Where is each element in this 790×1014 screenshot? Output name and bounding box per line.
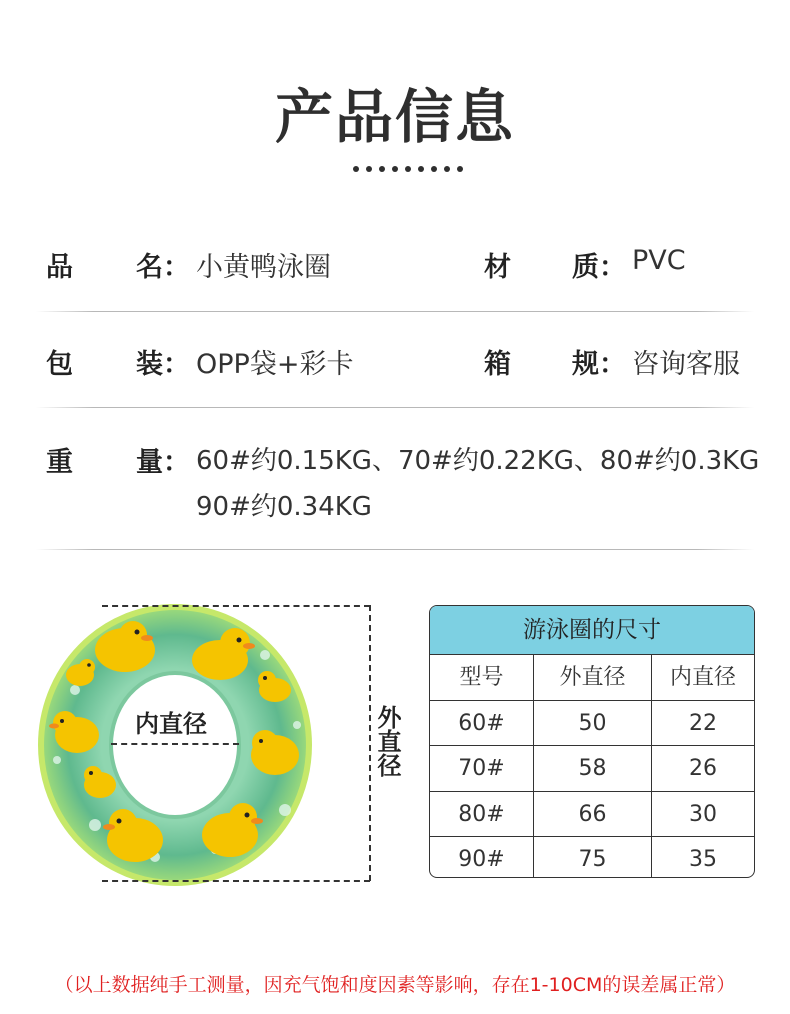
table-cell: 60# [430,701,534,747]
table-cell: 26 [652,746,754,792]
page-title: 产品信息 [274,83,515,151]
table-header-cell: 外直径 [534,655,652,701]
name-value: 小黄鸭泳圈 [196,252,331,283]
size-table-title: 游泳圈的尺寸 [430,606,754,655]
weight-value-line1: 60#约0.15KG、70#约0.22KG、80#约0.3KG [196,446,760,476]
weight-label-a: 重 [46,447,73,478]
outer-diameter-top-line [102,605,370,607]
table-cell: 75 [534,837,652,878]
size-table [429,605,755,878]
divider-line [36,549,754,550]
inner-diameter-label: 内直径 [135,710,207,738]
table-cell: 30 [652,792,754,838]
material-label-a: 材 [484,252,511,283]
measurement-note: （以上数据纯手工测量，因充气饱和度因素等影响，存在1-10CM的误差属正常） [54,974,736,996]
table-cell: 58 [534,746,652,792]
title-divider-dots [353,166,463,172]
table-cell: 22 [652,701,754,747]
box-label-b: 规： [572,349,626,380]
box-value: 咨询客服 [632,349,740,380]
swim-ring-image [35,595,385,895]
name-label-b: 名： [136,252,190,283]
table-header-cell: 型号 [430,655,534,701]
table-cell: 80# [430,792,534,838]
inner-diameter-line [111,743,239,745]
weight-label-b: 量： [136,447,190,478]
box-label-a: 箱 [484,349,511,380]
package-label-b: 装： [136,349,190,380]
table-cell: 35 [689,847,717,872]
material-value: PVC [632,245,686,276]
swim-ring-illustration [35,595,385,895]
weight-value-line2: 90#约0.34KG [196,492,372,522]
table-header-cell: 内直径 [652,655,754,701]
outer-diameter-bottom-line [102,880,370,882]
table-cell: 90# [430,837,534,878]
outer-diameter-label: 外直径 [373,705,401,777]
package-value: OPP袋+彩卡 [196,349,354,380]
table-cell: 66 [534,792,652,838]
material-label-b: 质： [572,252,626,283]
name-label-a: 品 [46,252,73,283]
table-cell: 50 [534,701,652,747]
outer-diameter-vertical-line [369,605,371,881]
size-table-grid [430,655,754,878]
package-label-a: 包 [46,349,73,380]
divider-line [36,407,754,408]
divider-line [36,311,754,312]
table-cell: 70# [430,746,534,792]
